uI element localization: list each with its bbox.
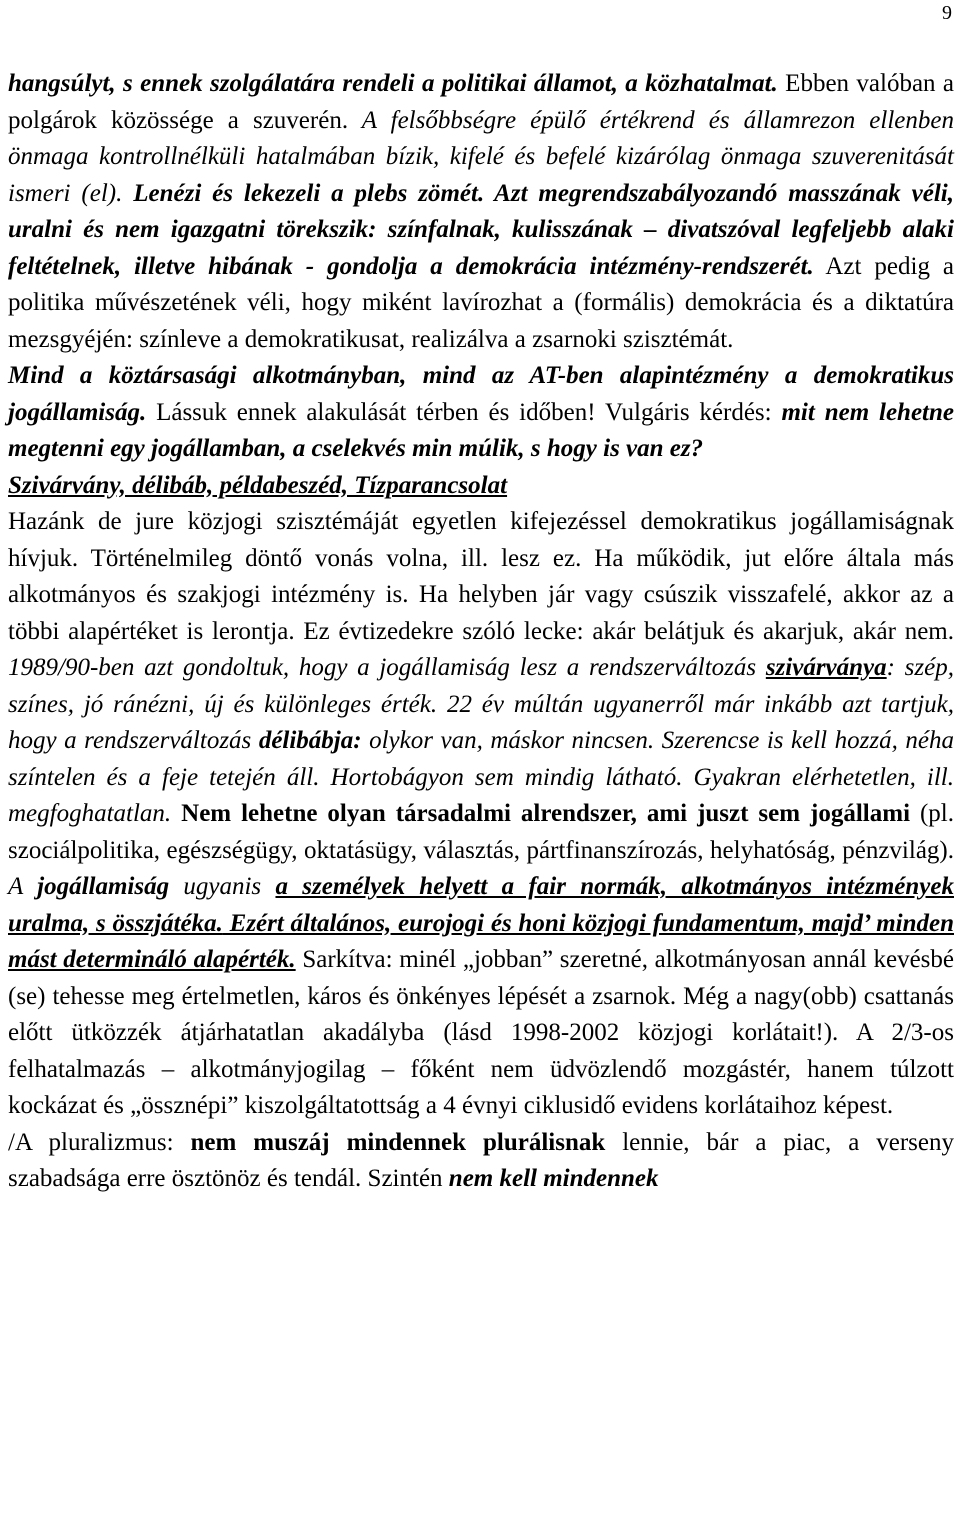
p3-text-5: délibábja:	[258, 727, 362, 754]
page-number: 9	[942, 2, 952, 24]
p1-text-3: A felsőbbségre épülő értékrend és államrezon ellenben önmaga kontrollnélküli hatalmában bízik, kifelé és befelé kizárólag önmaga szuverenitását ismeri (el).	[8, 106, 954, 207]
p3-text-13: Ezért általános, eurojogi és honi közjogi fundamentum, majd’ minden mást determináló alapérték.	[8, 909, 954, 973]
p3-text-12: a személyek helyett a fair normák, alkotmányos intézmények uralma, s összjátéka.	[8, 873, 954, 937]
p1-text-2: Ebben valóban a polgárok közössége a szuverén.	[8, 70, 954, 134]
p3-text-8: (pl. szociálpolitika, egészségügy, oktatásügy, választás, pártfinanszírozás, helyhatóság, pénzvilág).	[8, 800, 954, 864]
p2-text-2: Lássuk ennek alakulását térben és időben! Vulgáris kérdés:	[146, 398, 782, 426]
p1-text-1: hangsúlyt, s ennek szolgálatára rendeli a politikai államot, a közhatalmat.	[8, 70, 778, 97]
p3-text-1: Hazánk de jure közjogi szisztémáját egyetlen kifejezéssel demokratikus jogállamiságnak hívjuk. Történelmileg döntő vonás volna, ill. lesz ez. Ha működik, jut előre általa más alkotmányos és szakjogi intézmény is. Ha helyben jár vagy csúszik visszafelé, akkor az a többi alapértéket is lerontja. Ez évtizedekre szóló lecke: akár belátjuk és akarjuk, akár nem.	[8, 508, 954, 645]
p3-text-14: Sarkítva: minél „jobban” szeretné, alkotmányosan annál kevésbé (se) tehesse meg értelmetlen, káros és önkényes lépését a zsarnok. Még a nagy(obb) csattanás előtt ütközzék átjárhatatlan akadályba (lásd 1998-2002 közjogi korlátait!). A 2/3-os felhatalmazás – alkotmányjogilag – főként nem üdvözlendő mozgástér, hanem túlzott kockázat és „össznépi” kiszolgáltatottság a 4 évnyi ciklusidő evidens korlátaihoz képest.	[8, 946, 954, 1119]
p1-text-5: Azt pedig a politika művészetének véli, hogy miként lavírozhat a (formális) demokrácia és a diktatúra mezsgyéjén: színleve a demokratikusat, realizálva a zsarnoki szisztémát.	[8, 252, 954, 353]
p4-text-3: lennie, bár a piac, a verseny szabadsága erre ösztönöz és tendál. Szintén	[8, 1128, 954, 1192]
p2-text-1: Mind a köztársasági alkotmányban, mind az AT-ben alapintézmény a demokratikus jogállamiság.	[8, 362, 954, 426]
p3-text-11: ugyanis	[169, 873, 276, 900]
paragraph-4	[8, 1125, 954, 1198]
paragraph-2	[8, 358, 954, 468]
p3-text-3: szivárványa	[765, 654, 887, 681]
p4-text-4: nem kell mindennek	[448, 1165, 659, 1192]
p3-text-4: : szép, színes, jó ránézni, új és különleges érték. 22 év múltán ugyanerről már inkább azt tartjuk, hogy a rendszerváltozás	[8, 654, 954, 754]
p2-text-3: mit nem lehetne megtenni egy jogállamban, a cselekvés min múlik, s hogy is van ez?	[8, 398, 954, 462]
p4-text-2: nem muszáj mindennek plurálisnak	[190, 1128, 606, 1156]
p3-text-9: A	[8, 873, 38, 900]
p1-text-4: Lenézi és lekezeli a plebs zömét. Azt megrendszabályozandó masszának véli, uralni és nem igazgatni törekszik: színfalnak, kulisszának – divatszóval legfeljebb alaki feltételnek, illetve hibának - gondolja a demokrácia intézmény-rendszerét.	[8, 179, 954, 280]
paragraph-1	[8, 66, 954, 358]
p3-text-2: 1989/90-ben azt gondoltuk, hogy a jogállamiság lesz a rendszerváltozás	[8, 654, 766, 681]
p3-text-7: Nem lehetne olyan társadalmi alrendszer, ami juszt sem jogállami	[171, 800, 911, 827]
page-body	[8, 66, 954, 1198]
p4-text-1: /A pluralizmus:	[8, 1128, 191, 1156]
paragraph-3	[8, 504, 954, 1125]
section-heading: Szivárvány, délibáb, példabeszéd, Tízparancsolat	[8, 471, 508, 499]
p3-text-10: jogállamiság	[37, 873, 170, 900]
p3-text-6: olykor van, máskor nincsen. Szerencse is kell hozzá, néha színtelen és a feje tetején áll. Hortobágyon sem mindig látható. Gyakran elérhetetlen, ill. megfoghatatlan.	[8, 727, 954, 827]
